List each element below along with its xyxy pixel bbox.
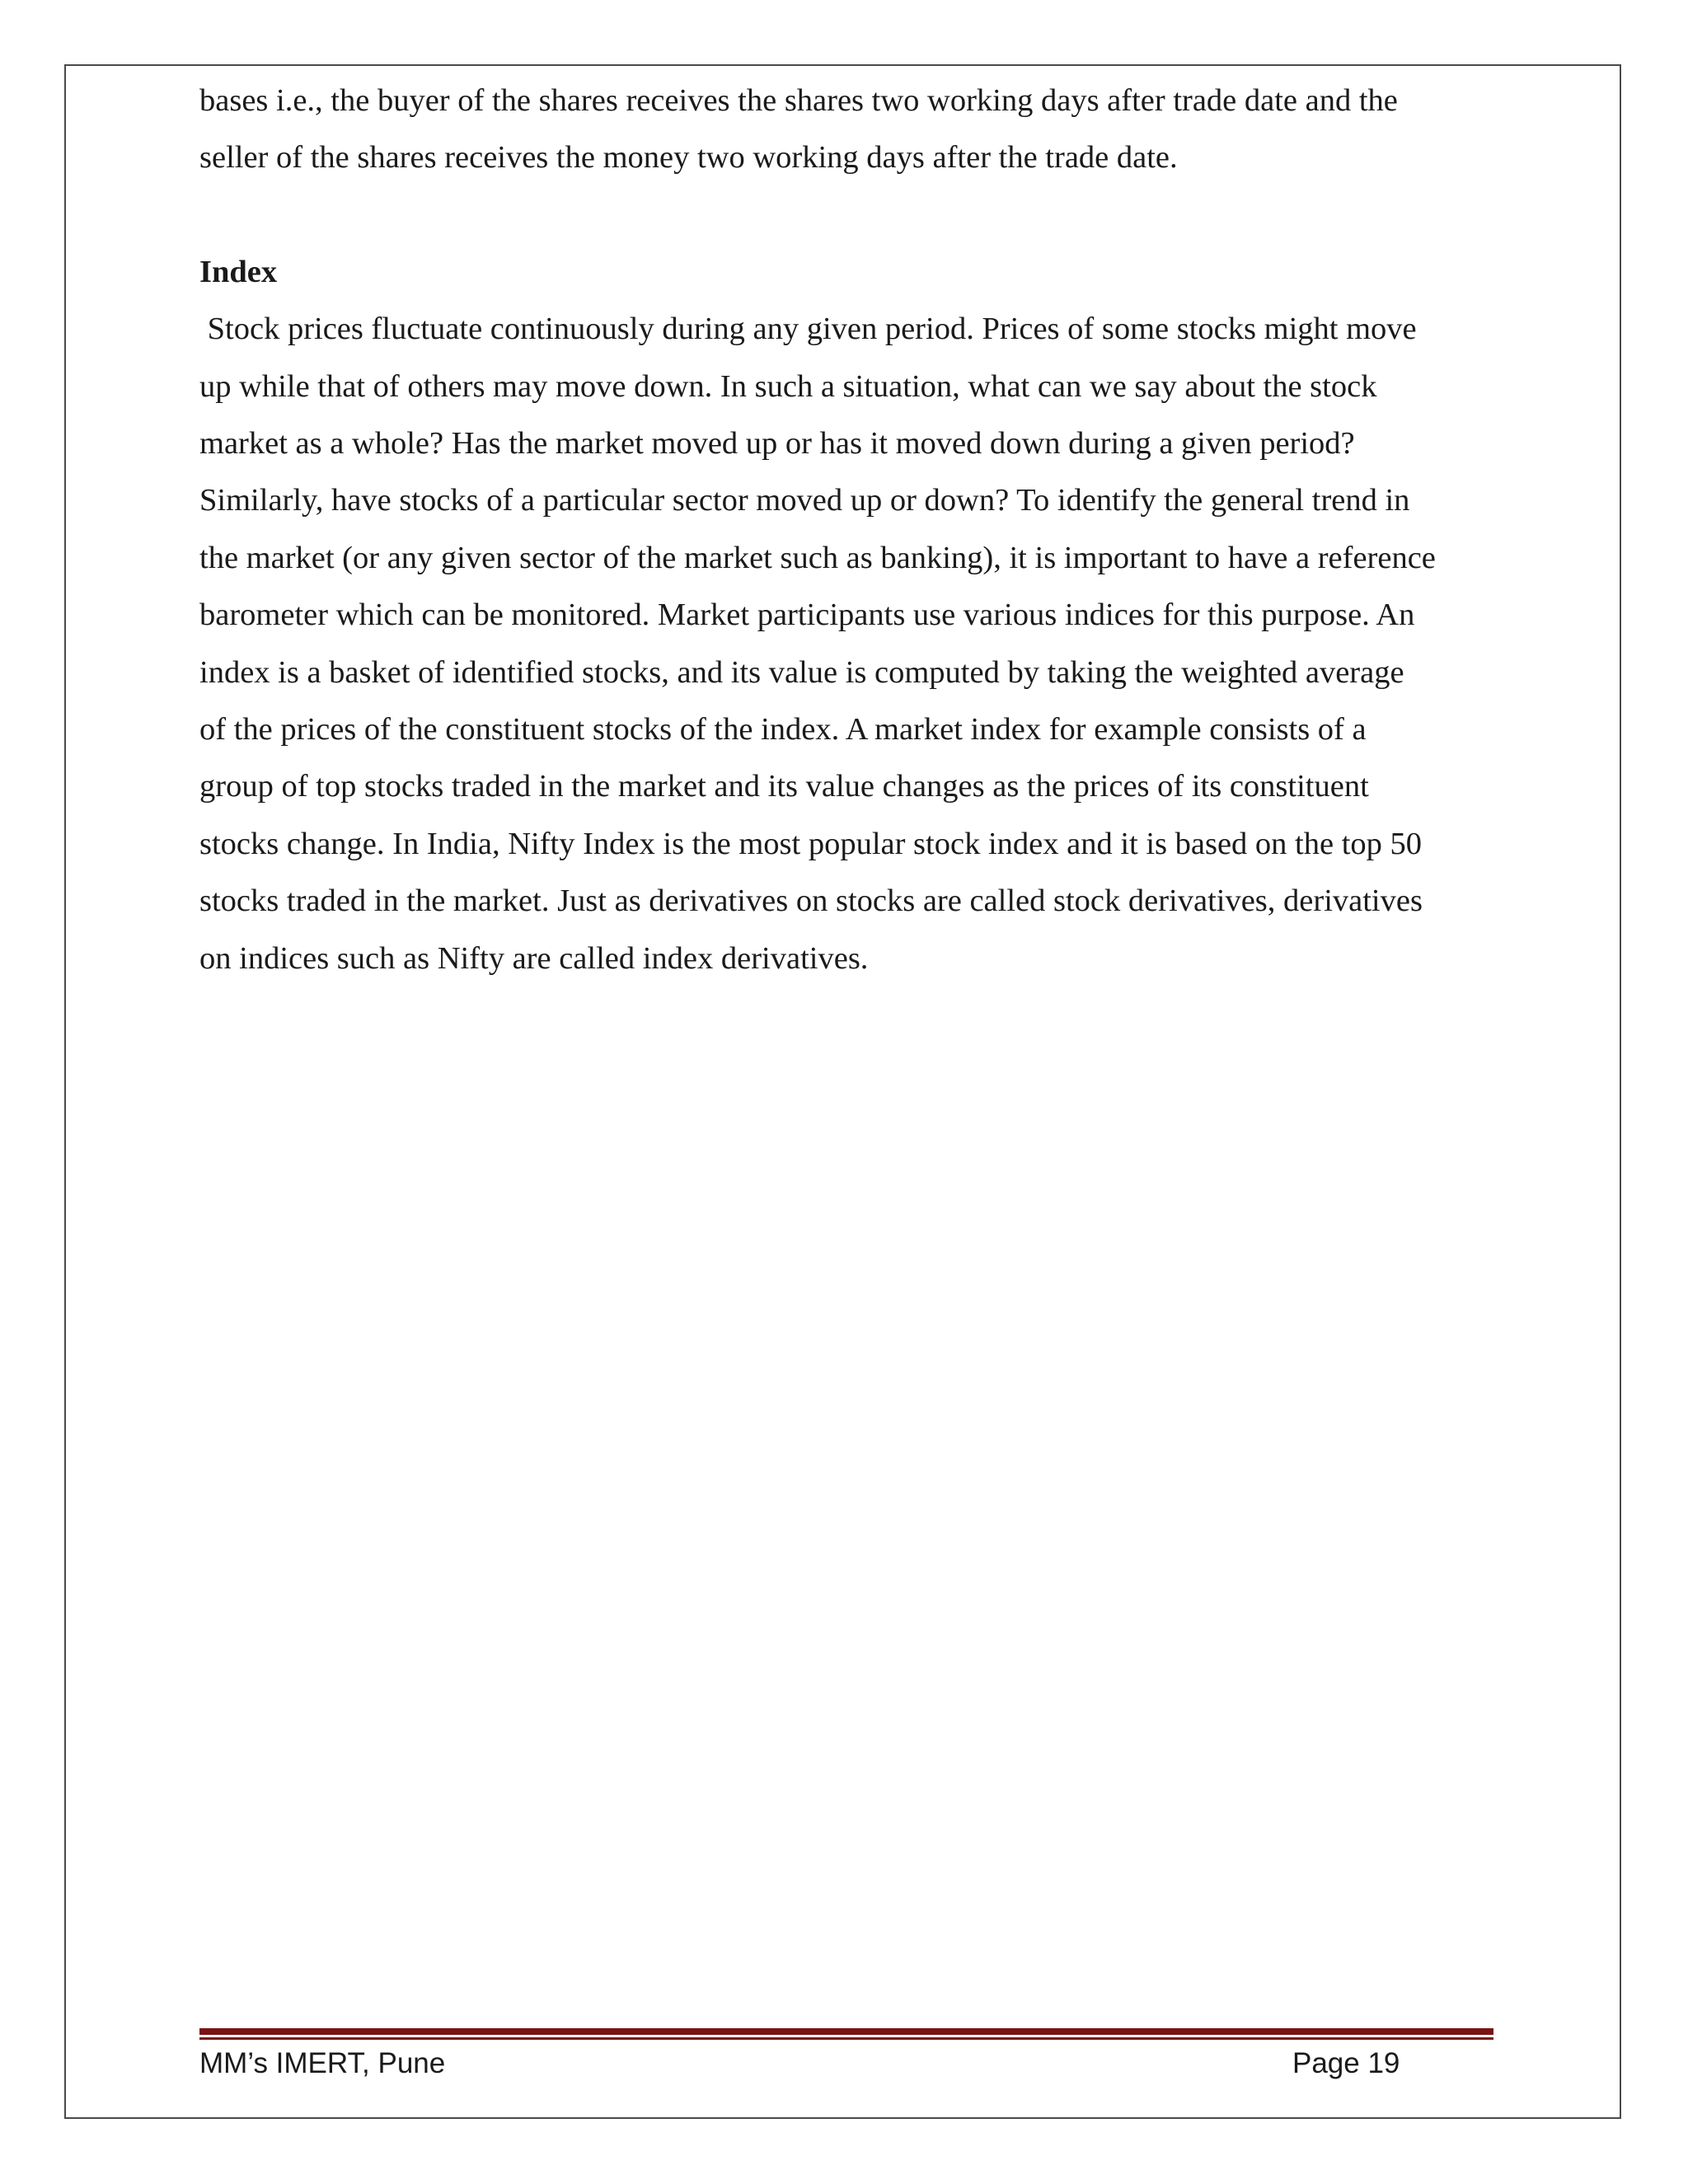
continuation-paragraph (199, 73, 1502, 187)
text-line: group of top stocks traded in the market and its value changes as the prices of its constituent (199, 769, 1369, 804)
text-line: Similarly, have stocks of a particular sector moved up or down? To identify the general trend in (199, 483, 1410, 518)
text-line: index is a basket of identified stocks, and its value is computed by taking the weighted average (199, 654, 1404, 690)
page-content (199, 73, 1502, 987)
section-heading: Index (199, 254, 278, 289)
text-line: up while that of others may move down. In such a situation, what can we say about the stock (199, 368, 1377, 404)
text-line: Stock prices fluctuate continuously during any given period. Prices of some stocks might move (199, 312, 1417, 347)
text-line: bases i.e., the buyer of the shares receives the shares two working days after trade date and the (199, 83, 1398, 118)
text-line: of the prices of the constituent stocks of the index. A market index for example consists of a (199, 712, 1367, 748)
text-line: stocks traded in the market. Just as derivatives on stocks are called stock derivatives, derivatives (199, 883, 1423, 919)
footer-rule-thin (199, 2037, 1493, 2040)
footer-rule-thick (199, 2028, 1493, 2035)
footer-institution: MM’s IMERT, Pune (199, 2047, 446, 2079)
footer-page-number: Page 19 (1292, 2047, 1400, 2079)
index-paragraph (199, 301, 1502, 987)
text-line: on indices such as Nifty are called index derivatives. (199, 940, 869, 976)
text-line: market as a whole? Has the market moved up or has it moved down during a given period? (199, 426, 1355, 462)
text-line: barometer which can be monitored. Market participants use various indices for this purpose. An (199, 598, 1415, 633)
text-line: stocks change. In India, Nifty Index is the most popular stock index and it is based on the top 50 (199, 826, 1423, 861)
text-line: seller of the shares receives the money two working days after the trade date. (199, 140, 1178, 176)
text-line: the market (or any given sector of the market such as banking), it is important to have a reference (199, 540, 1436, 575)
